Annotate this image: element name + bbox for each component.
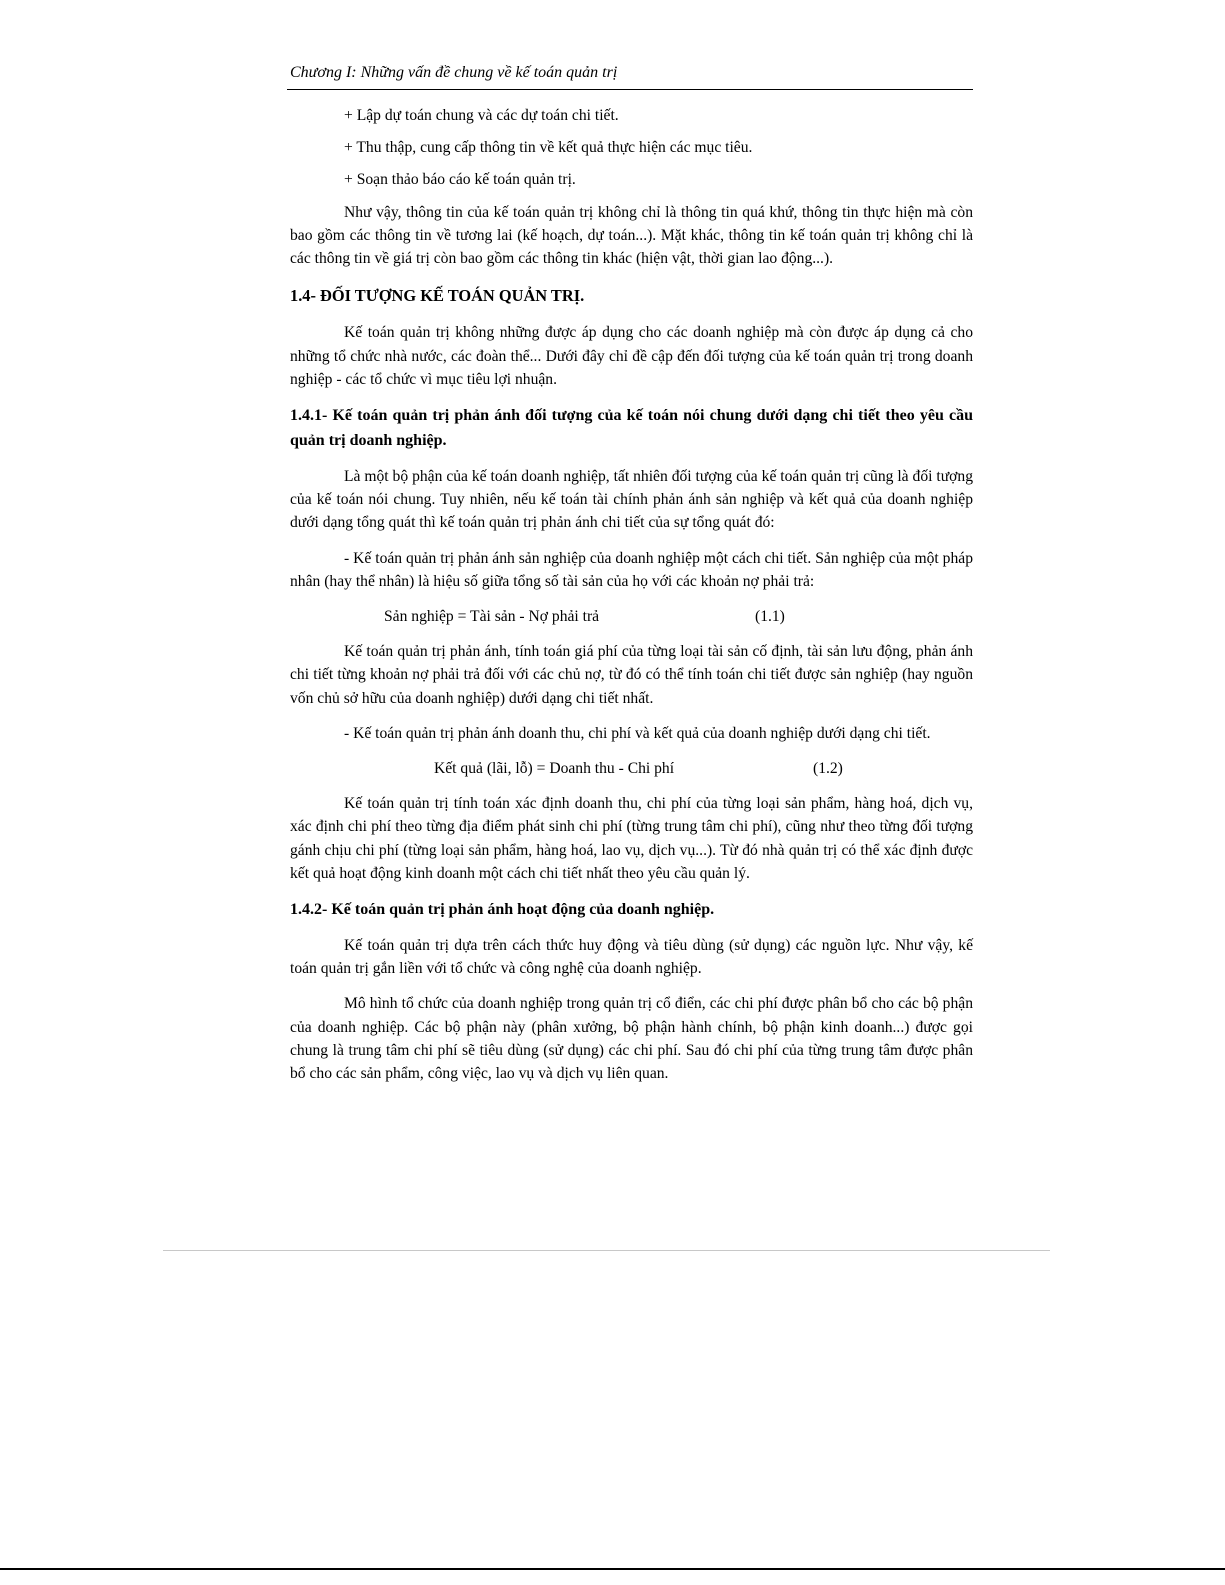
formula-number: (1.2) [813, 760, 843, 778]
page-footer-rule [163, 1250, 1050, 1251]
paragraph: - Kế toán quản trị phản ánh sản nghiệp của doanh nghiệp một cách chi tiết. Sản nghiệp của một pháp nhân (hay thể nhân) là hiệu số giữa tổng số tài sản của họ với các khoản nợ phải trả: [290, 549, 973, 590]
formula-1-1 [290, 605, 973, 628]
paragraph: Kế toán quản trị phản ánh, tính toán giá phí của từng loại tài sản cố định, tài sản lưu động, phản ánh chi tiết từng khoản nợ phải trả đối với các chủ nợ, từ đó có thể tính toán chi tiết được sản nghiệp (hay nguồn vốn chủ sở hữu của doanh nghiệp) dưới dạng chi tiết nhất. [290, 643, 973, 707]
paragraph: Mô hình tổ chức của doanh nghiệp trong quản trị cổ điển, các chi phí được phân bổ cho các bộ phận của doanh nghiệp. Các bộ phận này (phân xưởng, bộ phận hành chính, bộ phận kinh doanh...) được gọi chung là trung tâm chi phí sẽ tiêu dùng (sử dụng) các chi phí. Sau đó chi phí của từng trung tâm được phân bổ cho các sản phẩm, công việc, lao vụ và dịch vụ liên quan. [290, 995, 973, 1083]
paragraph: Kế toán quản trị dựa trên cách thức huy động và tiêu dùng (sử dụng) các nguồn lực. Như vậy, kế toán quản trị gắn liền với tổ chức và công nghệ của doanh nghiệp. [290, 937, 973, 978]
page-content [290, 104, 973, 1097]
section-heading-1-4-2: 1.4.2- Kế toán quản trị phản ánh hoạt động của doanh nghiệp. [290, 901, 715, 919]
paragraph: Là một bộ phận của kế toán doanh nghiệp, tất nhiên đối tượng của kế toán quản trị cũng là đối tượng của kế toán nói chung. Tuy nhiên, nếu kế toán tài chính phản ánh sản nghiệp và kết quả của doanh nghiệp dưới dạng tổng quát thì kế toán quản trị phản ánh chi tiết của sự tổng quát đó: [290, 468, 973, 532]
paragraph: Kế toán quản trị tính toán xác định doanh thu, chi phí của từng loại sản phẩm, hàng hoá, dịch vụ, xác định chi phí theo từng địa điểm phát sinh chi phí (từng trung tâm chi phí), cũng như theo từng đối tượng gánh chịu chi phí (từng loại sản phẩm, hàng hoá, lao vụ, dịch vụ...). Từ đó nhà quản trị có thể xác định được kết quả hoạt động kinh doanh một cách chi tiết nhất theo yêu cầu quản lý. [290, 795, 973, 882]
bullet-item: + Lập dự toán chung và các dự toán chi tiết. [344, 107, 619, 124]
page-bottom-border [0, 1568, 1225, 1570]
bullet-item: + Soạn thảo báo cáo kế toán quản trị. [344, 171, 576, 189]
running-header: Chương I: Những vấn đề chung về kế toán quản trị [290, 64, 618, 81]
formula-expression: Kết quả (lãi, lỗ) = Doanh thu - Chi phí [434, 760, 675, 778]
formula-expression: Sản nghiệp = Tài sản - Nợ phải trả [384, 608, 600, 626]
paragraph: - Kế toán quản trị phản ánh doanh thu, chi phí và kết quả của doanh nghiệp dưới dạng chi tiết. [344, 724, 931, 742]
paragraph: Như vậy, thông tin của kế toán quản trị không chỉ là thông tin quá khứ, thông tin thực hiện mà còn bao gồm các thông tin về tương lai (kế hoạch, dự toán...). Mặt khác, thông tin kế toán quản trị không chỉ là các thông tin về giá trị còn bao gồm các thông tin khác (hiện vật, thời gian lao động...). [290, 203, 973, 268]
formula-1-2 [290, 757, 973, 780]
header-rule [287, 89, 973, 90]
section-heading-1-4-1: 1.4.1- Kế toán quản trị phản ánh đối tượng của kế toán nói chung dưới dạng chi tiết theo yêu cầu quản trị doanh nghiệp. [290, 407, 973, 450]
section-heading-1-4: 1.4- ĐỐI TƯỢNG KẾ TOÁN QUẢN TRỊ. [290, 286, 585, 306]
formula-number: (1.1) [755, 608, 785, 626]
bullet-item: + Thu thập, cung cấp thông tin về kết quả thực hiện các mục tiêu. [344, 139, 753, 157]
paragraph: Kế toán quản trị không những được áp dụng cho các doanh nghiệp mà còn được áp dụng cả cho những tổ chức nhà nước, các đoàn thể... Dưới đây chỉ đề cập đến đối tượng của kế toán quản trị trong doanh nghiệp - các tổ chức vì mục tiêu lợi nhuận. [290, 324, 973, 388]
